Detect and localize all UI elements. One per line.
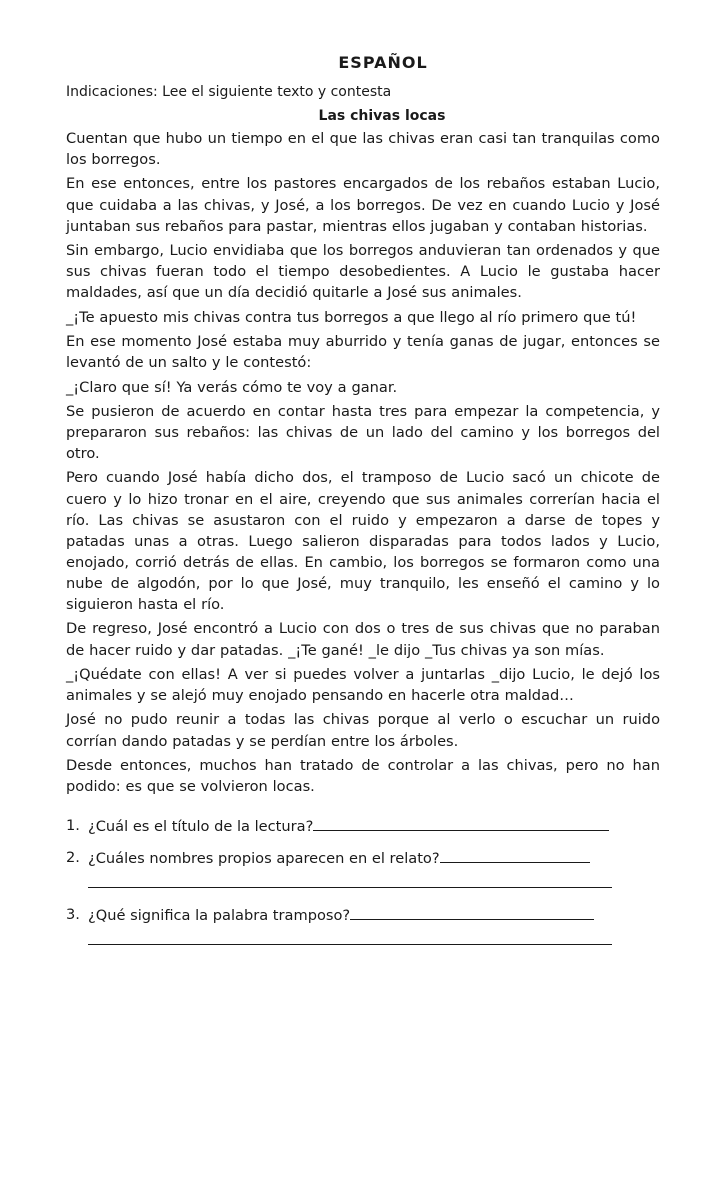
story-paragraph: _¡Te apuesto mis chivas contra tus borregos a que llego al río primero que tú! (66, 308, 637, 326)
answer-blank[interactable] (350, 904, 594, 920)
question-item (66, 847, 660, 869)
story-paragraph: Desde entonces, muchos han tratado de controlar a las chivas, pero no han podido: es que se volvieron locas. (66, 756, 660, 795)
question-text: ¿Qué significa la palabra tramposo? (88, 907, 351, 925)
answer-blank[interactable] (313, 815, 609, 831)
story-paragraph: José no pudo reunir a todas las chivas porque al verlo o escuchar un ruido corrían dando patadas y se perdían entre los árboles. (66, 711, 660, 750)
story-paragraph: Sin embargo, Lucio envidiaba que los borregos anduvieran tan ordenados y que sus chivas fueran todo el tiempo desobedientes. A Lucio le gustaba hacer maldades, así que un día decidió quitarle a José sus animales. (66, 242, 660, 302)
question-number: 3. (66, 906, 80, 924)
story-paragraph: De regreso, José encontró a Lucio con dos o tres de sus chivas que no paraban de hacer ruido y dar patadas. _¡Te gané! _le dijo _Tus chivas ya son mías. (66, 620, 660, 659)
question-number: 2. (66, 849, 80, 867)
worksheet-page (66, 52, 660, 955)
question-text: ¿Cuáles nombres propios aparecen en el relato? (88, 850, 440, 868)
question-text: ¿Cuál es el título de la lectura? (88, 818, 314, 836)
story-title: Las chivas locas (318, 108, 446, 124)
story-paragraph: En ese momento José estaba muy aburrido y tenía ganas de jugar, entonces se levantó de un salto y le contestó: (66, 333, 660, 372)
story-paragraph: En ese entonces, entre los pastores encargados de los rebaños estaban Lucio, que cuidaba a las chivas, y José, a los borregos. De vez en cuando Lucio y José juntaban sus rebaños para pastar, mientras ellos jugaban y contaban historias. (66, 175, 660, 235)
subject-heading: ESPAÑOL (338, 53, 428, 72)
story-paragraph: Pero cuando José había dicho dos, el tramposo de Lucio sacó un chicote de cuero y lo hizo tronar en el aire, creyendo que sus animales correrían hacia el río. Las chivas se asustaron con el ruido y empezaron a darse de topes y patadas unas a otras. Luego salieron disparadas para todos lados y Lucio, enojado, corrió detrás de ellas. En cambio, los borregos se formaron como una nube de algodón, por lo que José, muy tranquilo, les enseñó el camino y lo siguieron hasta el río. (66, 469, 660, 614)
story-paragraph: _¡Claro que sí! Ya verás cómo te voy a ganar. (66, 378, 398, 396)
story-body (66, 128, 660, 797)
story-paragraph: Se pusieron de acuerdo en contar hasta tres para empezar la competencia, y prepararon sus rebaños: las chivas de un lado del camino y los borregos del otro. (66, 402, 660, 463)
question-number: 1. (66, 817, 80, 835)
story-paragraph: Cuentan que hubo un tiempo en el que las chivas eran casi tan tranquilas como los borregos. (66, 130, 660, 169)
question-item (66, 904, 660, 926)
question-item (66, 815, 660, 837)
instructions-line: Indicaciones: Lee el siguiente texto y contesta (66, 84, 392, 100)
answer-blank[interactable] (440, 847, 590, 863)
questions-list (66, 815, 660, 945)
story-paragraph: _¡Quédate con ellas! A ver si puedes volver a juntarlas _dijo Lucio, le dejó los animales y se alejó muy enojado pensando en hacerle otra maldad… (66, 665, 660, 705)
